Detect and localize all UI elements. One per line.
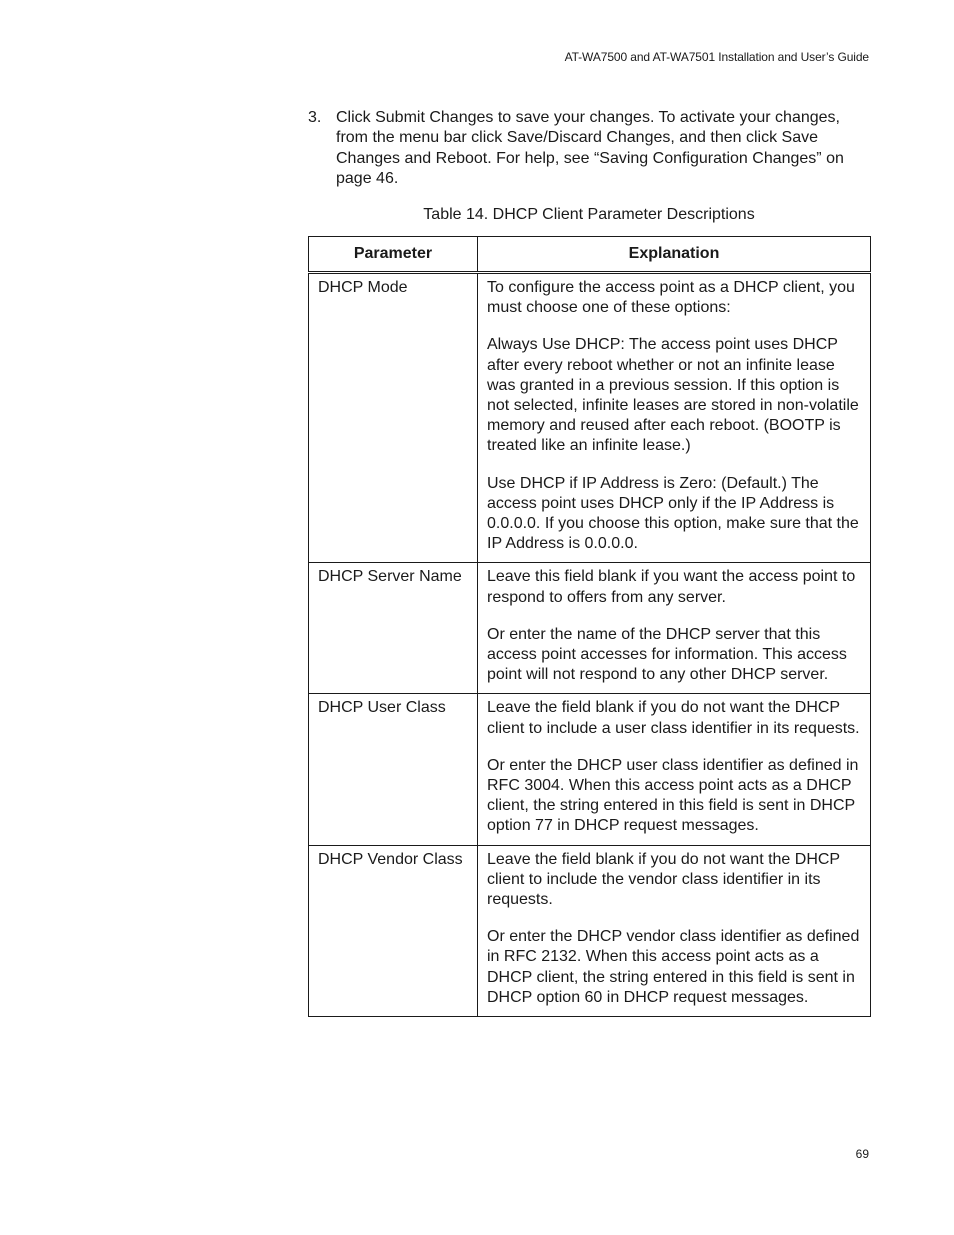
table-row <box>309 694 871 845</box>
explanation-paragraph: Leave the field blank if you do not want the DHCP client to include the vendor class identifier in its requests. <box>487 850 840 909</box>
running-header: AT-WA7500 and AT-WA7501 Installation and User’s Guide <box>564 50 869 64</box>
step-text: Click Submit Changes to save your changes. To activate your changes, from the menu bar click Save/Discard Changes, and then click Save Changes and Reboot. For help, see “Saving Configuration Changes” on page 46. <box>336 109 844 187</box>
explanation-paragraph: Use DHCP if IP Address is Zero: (Default.) The access point uses DHCP only if the IP Address is 0.0.0.0. If you choose this option, make sure that the IP Address is 0.0.0.0. <box>487 474 859 553</box>
dhcp-parameter-table <box>308 236 871 1017</box>
explanation-paragraph: Or enter the DHCP vendor class identifier as defined in RFC 2132. When this access point acts as a DHCP client, the string entered in this field is sent in DHCP option 60 in DHCP request messages. <box>487 928 860 1006</box>
explanation-paragraph: To configure the access point as a DHCP client, you must choose one of these options: <box>487 279 855 317</box>
table-caption: Table 14. DHCP Client Parameter Descriptions <box>423 206 755 223</box>
page-number: 69 <box>855 1147 869 1161</box>
table-row <box>309 563 871 694</box>
table-row <box>309 273 871 563</box>
parameter-cell: DHCP Vendor Class <box>309 845 478 1016</box>
parameter-cell: DHCP Server Name <box>309 563 478 694</box>
step-number: 3. <box>308 109 322 126</box>
table-header-row <box>309 237 871 273</box>
explanation-paragraph: Leave the field blank if you do not want the DHCP client to include a user class identifier in its requests. <box>487 699 860 737</box>
table-row <box>309 845 871 1016</box>
explanation-cell <box>478 694 871 845</box>
procedure-step <box>308 108 870 189</box>
column-header-explanation: Explanation <box>478 237 871 273</box>
explanation-cell <box>478 563 871 694</box>
parameter-cell: DHCP Mode <box>309 273 478 563</box>
parameter-cell: DHCP User Class <box>309 694 478 845</box>
explanation-cell <box>478 273 871 563</box>
explanation-paragraph: Or enter the name of the DHCP server that this access point accesses for information. This access point will not respond to any other DHCP server. <box>487 625 847 684</box>
explanation-cell <box>478 845 871 1016</box>
explanation-paragraph: Always Use DHCP: The access point uses DHCP after every reboot whether or not an infinite lease was granted in a previous session. If this option is not selected, infinite leases are stored in non-volatile memory and reused after each reboot. (BOOTP is treated like an infinite lease.) <box>487 336 859 455</box>
column-header-parameter: Parameter <box>309 237 478 273</box>
explanation-paragraph: Or enter the DHCP user class identifier as defined in RFC 3004. When this access point acts as a DHCP client, the string entered in this field is sent in DHCP option 77 in DHCP request messages. <box>487 756 859 835</box>
explanation-paragraph: Leave this field blank if you want the access point to respond to offers from any server. <box>487 568 856 606</box>
